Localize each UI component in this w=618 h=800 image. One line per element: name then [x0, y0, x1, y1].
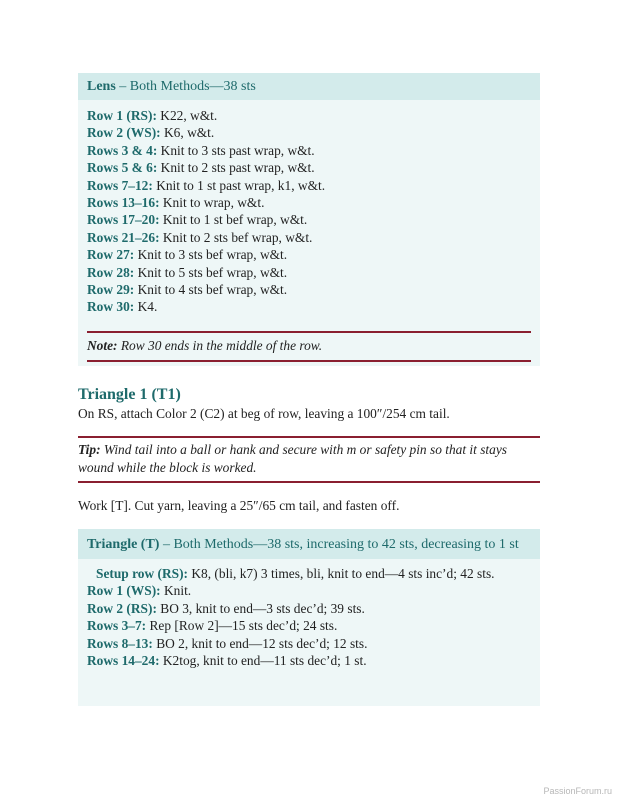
row-label: Rows 13–16:: [87, 195, 160, 211]
lens-title: Lens: [87, 79, 116, 94]
row-text: Knit to 3 sts past wrap, w&t.: [157, 142, 315, 158]
lens-subtitle: – Both Methods—38 sts: [115, 79, 256, 94]
lens-row: [87, 107, 531, 124]
row-label: Row 1 (WS):: [87, 583, 161, 599]
lens-row: [87, 229, 531, 246]
row-text: Knit to 1 st past wrap, k1, w&t.: [152, 177, 326, 193]
row-label: Row 2 (RS):: [87, 600, 157, 616]
row-label: Row 28:: [87, 264, 135, 280]
row-text: Rep [Row 2]—15 sts dec’d; 24 sts.: [146, 618, 338, 634]
watermark: PassionForum.ru: [543, 786, 612, 796]
tip-text: Wind tail into a ball or hank and secure with m or safety pin so that it stays wound while the block is worked.: [78, 442, 507, 475]
triangle-subtitle: – Both Methods—38 sts, increasing to 42 sts, decreasing to 1 st: [159, 537, 519, 552]
tip-bottom-rule: [78, 481, 540, 483]
lens-row: [87, 194, 531, 211]
lens-row: [87, 246, 531, 263]
lens-header: [78, 73, 540, 100]
row-text: Knit to 2 sts past wrap, w&t.: [157, 160, 315, 176]
lens-rows: [78, 100, 540, 362]
row-label: Row 30:: [87, 299, 135, 315]
triangle-row: [87, 582, 531, 599]
triangle-row: [87, 600, 531, 617]
note-label: Note:: [87, 337, 118, 353]
row-text: K22, w&t.: [156, 108, 218, 123]
row-text: Knit to 4 sts bef wrap, w&t.: [134, 282, 288, 298]
row-label: Rows 21–26:: [87, 229, 160, 245]
triangle-title: Triangle (T): [87, 537, 160, 552]
row-text: Knit to wrap, w&t.: [159, 195, 265, 211]
row-label: Rows 3 & 4:: [87, 142, 158, 158]
note-text: Row 30 ends in the middle of the row.: [117, 337, 323, 353]
row-text: K2tog, knit to end—11 sts dec’d; 1 st.: [159, 653, 367, 669]
row-label: Row 29:: [87, 282, 135, 298]
lens-row: [87, 264, 531, 281]
row-text: BO 3, knit to end—3 sts dec’d; 39 sts.: [156, 600, 365, 616]
work-instruction: Work [T]. Cut yarn, leaving a 25″/65 cm tail, and fasten off.: [78, 498, 400, 513]
row-text: BO 2, knit to end—12 sts dec’d; 12 sts.: [152, 635, 368, 651]
row-text: Knit to 5 sts bef wrap, w&t.: [134, 264, 288, 280]
triangle-row: [87, 652, 531, 669]
row-label: Setup row (RS):: [96, 566, 189, 581]
row-label: Rows 7–12:: [87, 177, 153, 193]
lens-row: [87, 298, 531, 315]
row-label: Rows 8–13:: [87, 635, 153, 651]
lens-note: [87, 333, 531, 360]
triangle-row: [87, 617, 531, 634]
triangle1-heading: Triangle 1 (T1): [78, 386, 181, 403]
row-text: Knit.: [160, 583, 192, 599]
row-text: Knit to 1 st bef wrap, w&t.: [159, 212, 308, 228]
tip-block: [78, 436, 540, 483]
row-text: K8, (bli, k7) 3 times, bli, knit to end—4 sts inc’d; 42 sts.: [188, 566, 495, 581]
triangle1-intro: On RS, attach Color 2 (C2) at beg of row, leaving a 100″/254 cm tail.: [78, 406, 450, 421]
row-label: Rows 14–24:: [87, 653, 160, 669]
lens-row: [87, 281, 531, 298]
lens-box: [78, 73, 540, 366]
lens-row: [87, 159, 531, 176]
row-text: K4.: [134, 299, 158, 315]
lens-row: [87, 211, 531, 228]
row-label: Row 2 (WS):: [87, 125, 161, 141]
row-text: Knit to 2 sts bef wrap, w&t.: [159, 229, 313, 245]
triangle-row: [87, 635, 531, 652]
row-label: Rows 17–20:: [87, 212, 160, 228]
triangle-rows: [78, 559, 540, 669]
tip-label: Tip:: [78, 442, 101, 457]
row-label: Rows 5 & 6:: [87, 160, 158, 176]
triangle-header: [78, 529, 540, 559]
row-text: K6, w&t.: [160, 125, 215, 141]
lens-row: [87, 142, 531, 159]
row-label: Rows 3–7:: [87, 618, 147, 634]
row-label: Row 1 (RS):: [87, 108, 157, 123]
lens-row: [87, 177, 531, 194]
triangle-row: [87, 565, 531, 582]
note-bottom-rule: [87, 360, 531, 362]
row-label: Row 27:: [87, 247, 135, 263]
tip: [78, 438, 540, 481]
triangle-box: [78, 529, 540, 706]
row-text: Knit to 3 sts bef wrap, w&t.: [134, 247, 288, 263]
lens-row: [87, 124, 531, 141]
